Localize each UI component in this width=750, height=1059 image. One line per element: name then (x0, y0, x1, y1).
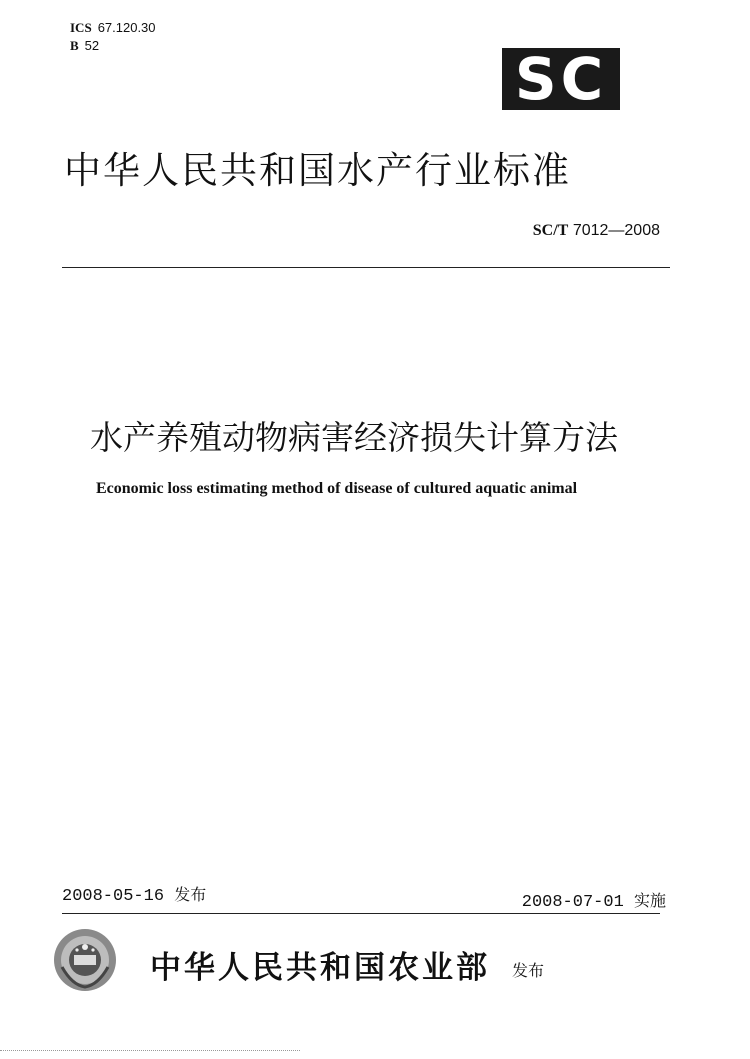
ics-classification (70, 20, 156, 36)
publisher-name: 中华人民共和国农业部 (150, 950, 490, 986)
sc-logo: SC (502, 48, 620, 110)
bottom-divider (62, 913, 660, 914)
class-code: 52 (84, 38, 100, 53)
document-title-chinese: 水产养殖动物病害经济损失计算方法 (90, 418, 618, 457)
issue-date (62, 882, 206, 906)
standard-code (533, 222, 660, 240)
issue-date-suffix: 发布 (174, 885, 207, 904)
ics-label: ICS (70, 20, 92, 35)
standard-category-title: 中华人民共和国水产行业标准 (64, 149, 571, 192)
ccs-classification (70, 38, 99, 54)
document-title-english: Economic loss estimating method of disease of cultured aquatic animal (96, 480, 578, 497)
issue-date-value: 2008-05-16 (62, 887, 165, 906)
standard-code-number: 7012—2008 (572, 222, 660, 239)
standard-code-prefix: SC/T (532, 222, 569, 239)
ics-code: 67.120.30 (97, 20, 156, 35)
implementation-date-suffix: 实施 (633, 891, 666, 910)
scan-edge-line (0, 1050, 300, 1051)
implementation-date-value: 2008-07-01 (521, 893, 624, 912)
implementation-date (522, 888, 666, 912)
national-emblem-icon (52, 927, 118, 993)
class-label: B (70, 38, 79, 53)
top-divider (62, 267, 670, 268)
publish-label: 发布 (512, 961, 545, 980)
